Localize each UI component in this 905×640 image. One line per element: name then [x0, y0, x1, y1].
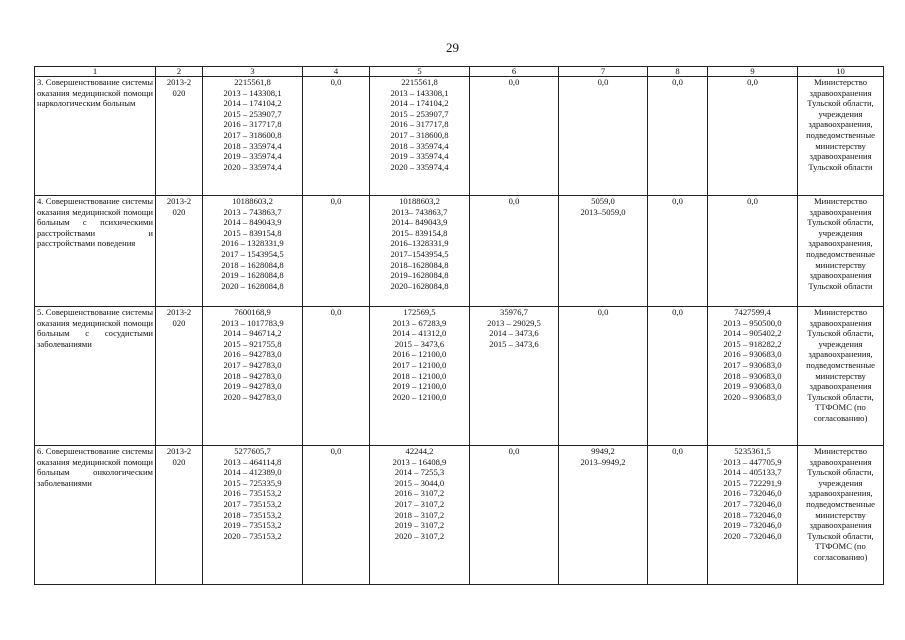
cell-line: 2017 – 732046,0	[723, 498, 782, 509]
cell-line: 2014 – 905402,2	[723, 328, 782, 339]
executor-cell-text: Министерство здравоохранения Тульской области, учреждения здравоохранения, подведомственные министерству здравоохранения Тульской области, ТТФОМС (по согласованию)	[806, 307, 875, 423]
cell-line: 2013 – 29029,5	[487, 317, 541, 328]
cell-line: 2017 – 942783,0	[223, 359, 282, 370]
cell-line: 2020 – 335974,4	[390, 161, 449, 172]
cell-line: 2013 – 1017783,9	[221, 317, 284, 328]
header-row	[35, 67, 884, 77]
cell-line: 2015 – 921755,8	[223, 338, 282, 349]
cell-line: 2016 – 732046,0	[723, 488, 782, 499]
regional-funding-cell	[370, 77, 470, 196]
cell-line: 2019 – 930683,0	[723, 381, 782, 392]
cell-line: 2019 – 12100,0	[392, 381, 447, 392]
cell-line: 0,0	[330, 446, 342, 456]
cell-line: 2018 – 1628084,8	[221, 259, 284, 270]
cell-line: 2014 – 41312,0	[392, 328, 447, 339]
header-cell: 1	[35, 67, 156, 77]
cell-line: 2019 – 3107,2	[394, 520, 445, 531]
cell-line: 2013 – 16408,9	[392, 456, 447, 467]
extra-funding-cell	[559, 196, 648, 307]
total-funding-cell	[203, 446, 303, 585]
cell-line: 2020 – 942783,0	[223, 391, 282, 402]
cell-line: 2013–9949,2	[580, 456, 626, 467]
activity-name-cell-text: 5. Совершенствование системы оказания медицинской помощи больным с сосудистыми заболеваниями	[37, 307, 153, 349]
total-funding-cell	[203, 77, 303, 196]
header-cell: 7	[559, 67, 648, 77]
cell-line: 2215561,8	[401, 77, 438, 87]
cell-line: 2014 – 849043,9	[223, 217, 282, 228]
extra-funding-cell	[559, 446, 648, 585]
cell-line: 2019 – 335974,4	[390, 151, 449, 162]
cell-line: 2015 – 3044,0	[394, 477, 445, 488]
cell-line: 2015 – 3473,6	[394, 338, 445, 349]
cell-line: 2019 – 735153,2	[223, 520, 282, 531]
executor-cell	[798, 307, 884, 446]
cell-line: 2016 – 12100,0	[392, 349, 447, 360]
cell-line: 2018 – 930683,0	[723, 370, 782, 381]
cell-line: 2013 – 743863,7	[223, 206, 282, 217]
cell-line: 0,0	[597, 77, 609, 87]
cell-line: 2013 – 464114,8	[223, 456, 282, 467]
federal-funding-cell	[303, 446, 370, 585]
cell-line: 0,0	[597, 307, 609, 317]
cell-line: 9949,2	[591, 446, 615, 456]
cell-line: 2013– 743863,7	[391, 206, 448, 217]
cell-line: 2014– 849043,9	[391, 217, 448, 228]
cell-line: 2016 – 3107,2	[394, 488, 445, 499]
cell-line: 2017 – 3107,2	[394, 498, 445, 509]
activity-name-cell-text: 4. Совершенствование системы оказания медицинской помощи больным с психическими расстройствами и расстройствами поведения	[37, 196, 153, 249]
cell-line: 2017 – 318600,8	[390, 129, 449, 140]
header-cell: 4	[303, 67, 370, 77]
cell-line: 2017 – 12100,0	[392, 359, 447, 370]
cell-line: 2018 – 942783,0	[223, 370, 282, 381]
other-funding-cell	[648, 307, 708, 446]
table-row	[35, 77, 884, 196]
cell-line: 2015– 839154,8	[391, 227, 448, 238]
federal-funding-cell	[303, 307, 370, 446]
executor-cell	[798, 77, 884, 196]
activity-name-cell	[35, 196, 156, 307]
municipal-funding-cell	[470, 307, 559, 446]
cell-line: 2014 – 3473,6	[489, 328, 539, 339]
cell-line: 2019 – 942783,0	[223, 381, 282, 392]
cell-line: 2013 – 143308,1	[223, 87, 282, 98]
executor-cell-text: Министерство здравоохранения Тульской области, учреждения здравоохранения, подведомственные министерству здравоохранения Тульской области, ТТФОМС (по согласованию)	[806, 446, 875, 562]
cell-line: 7600168,9	[234, 307, 271, 317]
cell-line: 0,0	[508, 446, 520, 456]
municipal-funding-cell	[470, 446, 559, 585]
cell-line: 0,0	[330, 196, 342, 206]
cell-line: 2019–1628084,8	[390, 270, 449, 281]
cell-line: 0,0	[330, 307, 342, 317]
other-funding-cell	[648, 77, 708, 196]
header-cell: 5	[370, 67, 470, 77]
cell-line: 2014 – 946714,2	[223, 328, 282, 339]
total-funding-cell	[203, 307, 303, 446]
activity-name-cell	[35, 307, 156, 446]
cell-line: 2017–1543954,5	[390, 248, 449, 259]
cell-line: 0,0	[508, 77, 520, 87]
executor-cell-text: Министерство здравоохранения Тульской области, учреждения здравоохранения, подведомственные министерству здравоохранения Тульской области	[806, 196, 875, 291]
cell-line: 5235361,5	[734, 446, 771, 456]
page-number: 29	[446, 40, 459, 55]
cell-line: 2013 – 143308,1	[390, 87, 449, 98]
cell-line: 2015 – 725335,9	[223, 477, 282, 488]
table-row	[35, 196, 884, 307]
tfoms-funding-cell	[708, 77, 798, 196]
cell-line: 2016 – 942783,0	[223, 349, 282, 360]
cell-line: 2018 – 732046,0	[723, 509, 782, 520]
period-cell	[156, 446, 203, 585]
cell-line: 0,0	[747, 196, 758, 206]
cell-line: 2020 – 1628084,8	[221, 280, 284, 291]
cell-line: 172569,5	[403, 307, 436, 317]
tfoms-funding-cell	[708, 446, 798, 585]
cell-line: 35976,7	[500, 307, 528, 317]
tfoms-funding-cell	[708, 196, 798, 307]
activity-name-cell-text: 3. Совершенствование системы оказания медицинской помощи наркологическим больным	[37, 77, 153, 109]
municipal-funding-cell	[470, 77, 559, 196]
cell-line: 2016 – 735153,2	[223, 488, 282, 499]
other-funding-cell	[648, 196, 708, 307]
cell-line: 2015 – 722291,9	[723, 477, 782, 488]
cell-line: 2013–5059,0	[580, 206, 626, 217]
cell-line: 0,0	[508, 196, 520, 206]
extra-funding-cell	[559, 307, 648, 446]
header-cell: 8	[648, 67, 708, 77]
header-cell: 9	[708, 67, 798, 77]
cell-line: 2016 – 317717,8	[390, 119, 449, 130]
cell-line: 2019 – 1628084,8	[221, 270, 284, 281]
period-text: 2013-2020	[166, 446, 192, 467]
cell-line: 2019 – 335974,4	[223, 151, 282, 162]
cell-line: 2020 – 3107,2	[394, 530, 445, 541]
regional-funding-cell	[370, 446, 470, 585]
period-text: 2013-2020	[166, 307, 192, 328]
cell-line: 2018 – 735153,2	[223, 509, 282, 520]
cell-line: 2018 – 335974,4	[223, 140, 282, 151]
cell-line: 2016 – 1328331,9	[221, 238, 284, 249]
cell-line: 0,0	[747, 77, 758, 87]
cell-line: 2013 – 950500,0	[723, 317, 782, 328]
cell-line: 0,0	[330, 77, 342, 87]
cell-line: 2014 – 7255,3	[394, 467, 445, 478]
program-table	[34, 66, 884, 585]
cell-line: 0,0	[672, 196, 683, 206]
cell-line: 2016–1328331,9	[390, 238, 449, 249]
cell-line: 2016 – 930683,0	[723, 349, 782, 360]
cell-line: 2215561,8	[234, 77, 271, 87]
header-cell: 2	[156, 67, 203, 77]
cell-line: 2015 – 839154,8	[223, 227, 282, 238]
activity-name-cell-text: 6. Совершенствование системы оказания медицинской помощи больным онкологическим заболеваниями	[37, 446, 153, 488]
period-text: 2013-2020	[166, 77, 192, 98]
period-cell	[156, 307, 203, 446]
cell-line: 2018–1628084,8	[390, 259, 449, 270]
cell-line: 2015 – 3473,6	[489, 338, 539, 349]
cell-line: 2017 – 930683,0	[723, 359, 782, 370]
activity-name-cell	[35, 446, 156, 585]
header-cell: 6	[470, 67, 559, 77]
period-cell	[156, 196, 203, 307]
tfoms-funding-cell	[708, 307, 798, 446]
cell-line: 2014 – 412389,0	[223, 467, 282, 478]
other-funding-cell	[648, 446, 708, 585]
cell-line: 2017 – 318600,8	[223, 129, 282, 140]
cell-line: 2020 – 930683,0	[723, 391, 782, 402]
cell-line: 2014 – 405133,7	[723, 467, 782, 478]
cell-line: 2015 – 253907,7	[390, 108, 449, 119]
cell-line: 10188603,2	[399, 196, 440, 206]
cell-line: 42244,2	[405, 446, 434, 456]
cell-line: 2020 – 335974,4	[223, 161, 282, 172]
cell-line: 2014 – 174104,2	[390, 98, 449, 109]
cell-line: 0,0	[672, 77, 683, 87]
cell-line: 2020–1628084,8	[390, 280, 449, 291]
federal-funding-cell	[303, 77, 370, 196]
cell-line: 5277605,7	[234, 446, 271, 456]
period-cell	[156, 77, 203, 196]
cell-line: 10188603,2	[232, 196, 273, 206]
municipal-funding-cell	[470, 196, 559, 307]
regional-funding-cell	[370, 196, 470, 307]
table-row	[35, 307, 884, 446]
total-funding-cell	[203, 196, 303, 307]
period-text: 2013-2020	[166, 196, 192, 217]
cell-line: 2014 – 174104,2	[223, 98, 282, 109]
federal-funding-cell	[303, 196, 370, 307]
cell-line: 0,0	[672, 446, 683, 456]
cell-line: 2020 – 735153,2	[223, 530, 282, 541]
executor-cell-text: Министерство здравоохранения Тульской области, учреждения здравоохранения, подведомственные министерству здравоохранения Тульской области	[806, 77, 875, 172]
regional-funding-cell	[370, 307, 470, 446]
activity-name-cell	[35, 77, 156, 196]
cell-line: 0,0	[672, 307, 683, 317]
cell-line: 2015 – 918282,2	[723, 338, 782, 349]
cell-line: 7427599,4	[734, 307, 771, 317]
executor-cell	[798, 446, 884, 585]
cell-line: 2017 – 1543954,5	[221, 248, 284, 259]
cell-line: 2019 – 732046,0	[723, 520, 782, 531]
cell-line: 5059,0	[591, 196, 615, 206]
table-row	[35, 446, 884, 585]
cell-line: 2016 – 317717,8	[223, 119, 282, 130]
cell-line: 2018 – 335974,4	[390, 140, 449, 151]
cell-line: 2018 – 3107,2	[394, 509, 445, 520]
header-cell: 3	[203, 67, 303, 77]
cell-line: 2013 – 447705,9	[723, 456, 782, 467]
cell-line: 2018 – 12100,0	[392, 370, 447, 381]
header-cell: 10	[798, 67, 884, 77]
cell-line: 2020 – 12100,0	[392, 391, 447, 402]
extra-funding-cell	[559, 77, 648, 196]
cell-line: 2020 – 732046,0	[723, 530, 782, 541]
executor-cell	[798, 196, 884, 307]
cell-line: 2013 – 67283,9	[392, 317, 447, 328]
cell-line: 2015 – 253907,7	[223, 108, 282, 119]
cell-line: 2017 – 735153,2	[223, 498, 282, 509]
